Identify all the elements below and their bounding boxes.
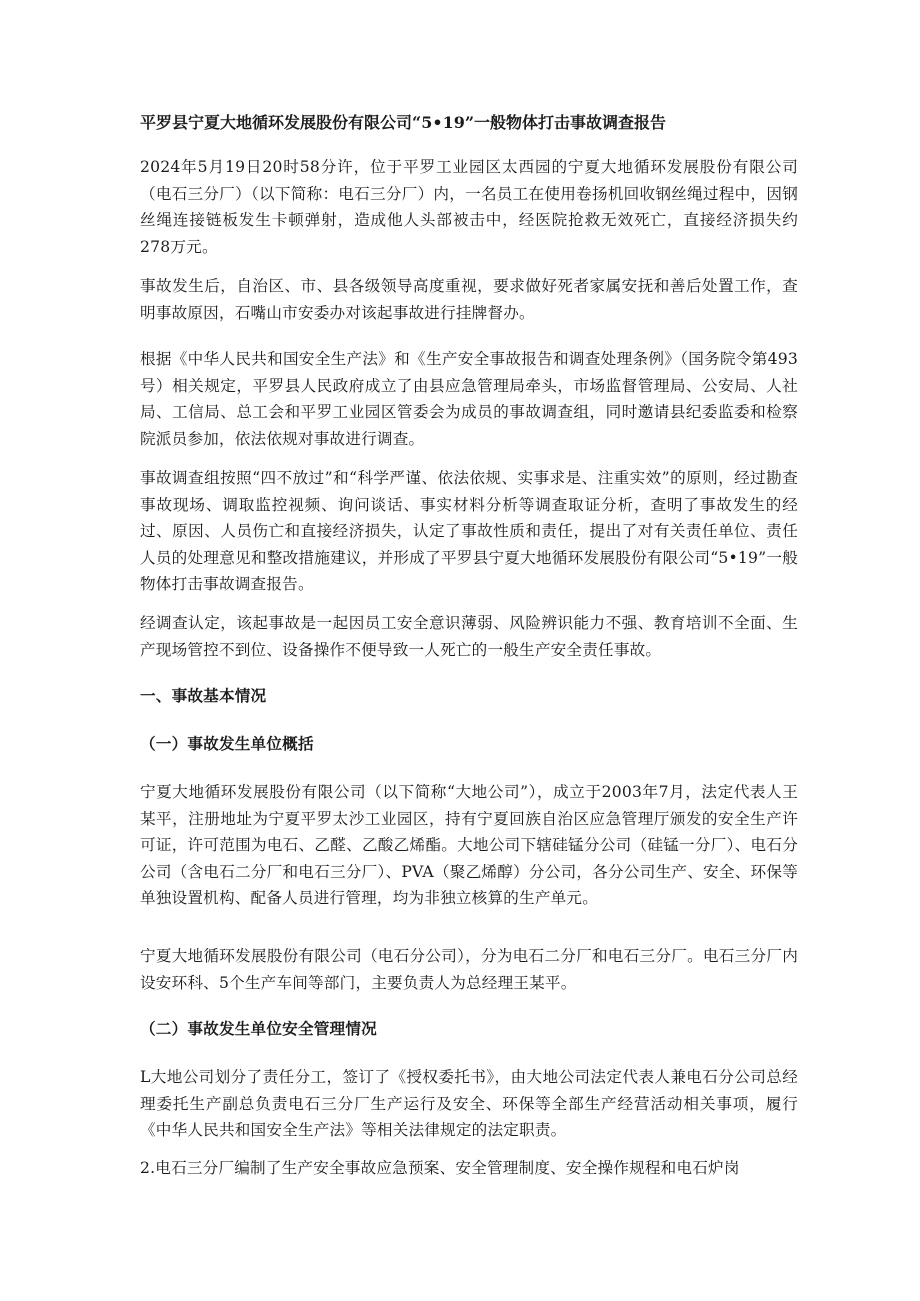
subsection-heading-unit-overview: （一）事故发生单位概括 <box>140 734 314 753</box>
intro-paragraph-conclusion: 经调查认定，该起事故是一起因员工安全意识薄弱、风险辨识能力不强、教育培训不全面、生产现场管控不到位、设备操作不便导致一人死亡的一般生产安全责任事故。 <box>140 614 798 659</box>
report-title: 平罗县宁夏大地循环发展股份有限公司“5•19”一般物体打击事故调查报告 <box>140 113 667 132</box>
paragraph-responsibility-division: L大地公司划分了责任分工，签订了《授权委托书》，由大地公司法定代表人兼电石分公司总经理委托生产副总负责电石三分厂生产运行及安全、环保等全部生产经营活动相关事项，履行《中华人民共和国安全生产法》等相关法律规定的法定职责。 <box>140 1068 798 1139</box>
intro-paragraph-accident-summary: 2024年5月19日20时58分许，位于平罗工业园区太西园的宁夏大地循环发展股份有限公司（电石三分厂）（以下简称：电石三分厂）内，一名员工在使用卷扬机回收钢丝绳过程中，因钢丝绳连接链板发生卡顿弹射，造成他人头部被击中，经医院抢救无效死亡，直接经济损失约278万元。 <box>140 158 798 256</box>
paragraph-calcium-carbide-branch: 宁夏大地循环发展股份有限公司（电石分公司），分为电石二分厂和电石三分厂。电石三分厂内设安环科、5个生产车间等部门，主要负责人为总经理王某平。 <box>140 947 798 992</box>
paragraph-company-overview: 宁夏大地循环发展股份有限公司（以下简称“大地公司”），成立于2003年7月，法定代表人王某平，注册地址为宁夏平罗太沙工业园区，持有宁夏回族自治区应急管理厅颁发的安全生产许可证，许可范围为电石、乙醛、乙酸乙烯酯。大地公司下辖硅锰分公司（硅锰一分厂）、电石分公司（含电石二分厂和电石三分厂）、PVA（聚乙烯醇）分公司，各分公司生产、安全、环保等单独设置机构、配备人员进行管理，均为非独立核算的生产单元。 <box>140 783 798 907</box>
intro-paragraph-investigation-principles: 事故调查组按照“四不放过”和“科学严谨、依法依规、实事求是、注重实效”的原则，经过勘查事故现场、调取监控视频、询问谈话、事实材料分析等调查取证分析，查明了事故发生的经过、原因、人员伤亡和直接经济损失，认定了事故性质和责任，提出了对有关责任单位、责任人员的处理意见和整改措施建议，并形成了平罗县宁夏大地循环发展股份有限公司“5•19”一般物体打击事故调查报告。 <box>140 469 798 593</box>
subsection-heading-safety-management: （二）事故发生单位安全管理情况 <box>140 1019 377 1038</box>
intro-paragraph-leadership-response: 事故发生后，自治区、市、县各级领导高度重视，要求做好死者家属安抚和善后处置工作，查明事故原因，石嘴山市安委办对该起事故进行挂牌督办。 <box>140 277 798 322</box>
section-heading-basic-situation: 一、事故基本情况 <box>140 686 267 705</box>
paragraph-emergency-plan: 2.电石三分厂编制了生产安全事故应急预案、安全管理制度、安全操作规程和电石炉岗 <box>140 1159 740 1177</box>
intro-paragraph-legal-basis: 根据《中华人民共和国安全生产法》和《生产安全事故报告和调查处理条例》（国务院令第493号）相关规定，平罗县人民政府成立了由县应急管理局牵头，市场监督管理局、公安局、人社局、工信局、总工会和平罗工业园区管委会为成员的事故调查组，同时邀请县纪委监委和检察院派员参加，依法依规对事故进行调查。 <box>140 350 798 448</box>
